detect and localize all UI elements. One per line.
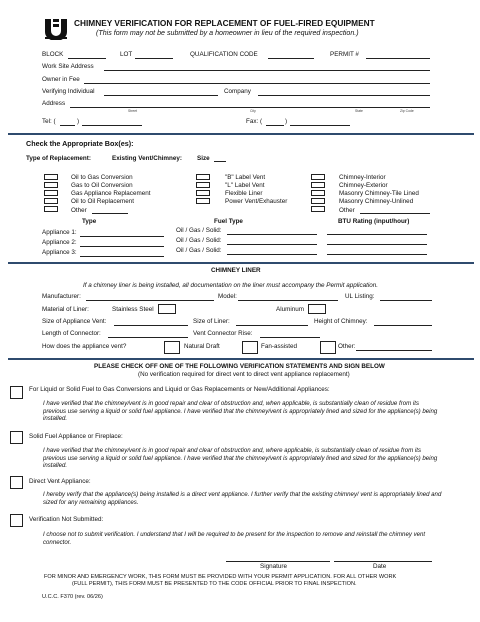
tel-field[interactable]: [82, 125, 142, 126]
tel-area-field[interactable]: [60, 125, 75, 126]
block-field[interactable]: [68, 58, 106, 59]
ul-label: UL Listing:: [345, 293, 375, 300]
appliance-3-fuel-label: Oil / Gas / Solid:: [176, 247, 222, 254]
appliance-2-btu[interactable]: [327, 244, 427, 245]
material-label: Material of Liner:: [42, 306, 89, 313]
verify-option-4-text: I choose not to submit verification. I understand that I will be required to be present for the inspection to remove and reinstall the chimney vent connector.: [43, 531, 426, 546]
option-flex-liner: Flexible Liner: [225, 190, 263, 197]
qual-code-field[interactable]: [268, 58, 314, 59]
chimney-interior-checkbox[interactable]: [311, 174, 325, 180]
verify-option-3-checkbox[interactable]: [10, 476, 23, 489]
qual-code-label: QUALIFICATION CODE: [190, 51, 258, 58]
option-b-vent: "B" Label Vent: [225, 174, 266, 181]
verify-option-1-title: For Liquid or Solid Fuel to Gas Conversions and Liquid or Gas Replacements or New/Additional Appliances:: [29, 386, 330, 393]
other-method-label: Other:: [338, 343, 356, 350]
appliance-3-fuel[interactable]: [227, 254, 317, 255]
verify-option-1-text: I have verified that the chimney/vent is in good repair and clear of obstruction and, when applicable, is substantially clean of residue from its previous use serving a liquid or solid fuel appliance. I have verified that the chimney/vent is appropriately lined and sized for the appliance(s) being installed.: [43, 400, 438, 423]
type-of-replacement-label: Type of Replacement:: [26, 155, 91, 162]
type-heading: Type: [82, 218, 97, 225]
verify-option-2-text: I have verified that the chimney/vent is in good repair and clear of obstruction and, where applicable, is substantially clean of residue from its previous use serving a liquid or solid fuel appliance. I have verified that the chimney/vent is appropriately lined and sized for the appliance(s) being installed.: [43, 447, 438, 470]
signature-field[interactable]: [226, 561, 330, 562]
work-site-label: Work Site Address: [42, 63, 94, 70]
verify-subheading: (No verification required for direct vent to direct vent appliance replacement): [138, 371, 350, 378]
footer-notice-2: (FULL PERMIT), THIS FORM MUST BE PRESENTED TO THE CODE OFFICIAL PRIOR TO FINAL INSPECTION.: [72, 581, 357, 587]
option-other: Other: [71, 207, 87, 214]
appliance-1-btu[interactable]: [327, 234, 427, 235]
company-field[interactable]: [258, 95, 430, 96]
form-title: CHIMNEY VERIFICATION FOR REPLACEMENT OF FUEL-FIRED EQUIPMENT: [74, 18, 375, 28]
tel-close: ): [77, 118, 80, 125]
option-other-vent: Other: [339, 207, 355, 214]
owner-label: Owner in Fee: [42, 76, 80, 83]
power-vent-checkbox[interactable]: [196, 198, 210, 204]
liner-size-label: Size of Liner:: [193, 318, 230, 325]
option-gas-replacement: Gas Appliance Replacement: [71, 190, 151, 197]
date-label: Date: [373, 563, 387, 570]
stainless-label: Stainless Steel: [112, 306, 154, 313]
option-power-vent: Power Vent/Exhauster: [225, 198, 288, 205]
block-label: BLOCK: [42, 51, 64, 58]
section-divider: [8, 133, 474, 135]
aluminum-label: Aluminum: [276, 306, 304, 313]
signature-label: Signature: [260, 563, 287, 570]
btu-heading: BTU Rating (input/hour): [338, 218, 410, 225]
masonry-lined-checkbox[interactable]: [311, 190, 325, 196]
l-vent-checkbox[interactable]: [196, 182, 210, 188]
verify-option-4-checkbox[interactable]: [10, 514, 23, 527]
appliance-2-fuel[interactable]: [227, 244, 317, 245]
option-masonry-unlined: Masonry Chimney-Unlined: [339, 198, 414, 205]
street-hint: Street: [128, 109, 138, 113]
verify-option-2-checkbox[interactable]: [10, 431, 23, 444]
appliance-3-btu[interactable]: [327, 254, 427, 255]
ul-field[interactable]: [380, 300, 432, 301]
other-vent-method-checkbox[interactable]: [320, 341, 336, 354]
b-vent-checkbox[interactable]: [196, 174, 210, 180]
model-label: Model:: [218, 293, 237, 300]
state-hint: State: [355, 109, 363, 113]
other-replacement-field[interactable]: [92, 213, 128, 214]
fax-close: ): [285, 118, 288, 125]
fax-area-field[interactable]: [266, 125, 284, 126]
model-field[interactable]: [238, 300, 338, 301]
option-masonry-lined: Masonry Chimney-Tile Lined: [339, 190, 419, 197]
connector-length-label: Length of Connector:: [42, 330, 101, 337]
size-label: Size: [197, 155, 210, 162]
liner-size-field[interactable]: [236, 325, 308, 326]
fuel-heading: Fuel Type: [214, 218, 243, 225]
work-site-field[interactable]: [104, 70, 430, 71]
company-label: Company: [224, 88, 251, 95]
verify-option-3-text: I hereby verify that the appliance(s) being installed is a direct vent appliance. I further verify that the existing chimney/ vent is appropriately lined and sized for any remaining appliances.: [43, 491, 442, 506]
appliance-1-label: Appliance 1:: [42, 229, 77, 236]
gas-replacement-checkbox[interactable]: [44, 190, 58, 196]
vent-size-field[interactable]: [114, 325, 188, 326]
address-label: Address: [42, 100, 66, 107]
verify-heading: PLEASE CHECK OFF ONE OF THE FOLLOWING VERIFICATION STATEMENTS AND SIGN BELOW: [94, 363, 385, 370]
connector-rise-field[interactable]: [260, 337, 320, 338]
option-chimney-interior: Chimney-Interior: [339, 174, 386, 181]
gas-to-oil-checkbox[interactable]: [44, 182, 58, 188]
manufacturer-label: Manufacturer:: [42, 293, 81, 300]
fax-field[interactable]: [290, 125, 350, 126]
owner-field[interactable]: [84, 83, 430, 84]
option-chimney-exterior: Chimney-Exterior: [339, 182, 388, 189]
lot-label: LOT: [120, 51, 133, 58]
verifying-label: Verifying Individual: [42, 88, 95, 95]
verify-option-2-title: Solid Fuel Appliance or Fireplace:: [29, 433, 123, 440]
fan-assisted-checkbox[interactable]: [242, 341, 258, 354]
verify-option-4-title: Verification Not Submitted:: [29, 516, 104, 523]
vent-method-label: How does the appliance vent?: [42, 343, 127, 350]
verifying-field[interactable]: [104, 95, 218, 96]
city-hint: City: [250, 109, 256, 113]
flex-liner-checkbox[interactable]: [196, 190, 210, 196]
option-oil-replacement: Oil to Oil Replacement: [71, 198, 134, 205]
height-label: Height of Chimney:: [314, 318, 368, 325]
address-field[interactable]: [70, 107, 430, 108]
section-divider: [8, 358, 474, 360]
section-divider: [8, 262, 474, 264]
chimney-exterior-checkbox[interactable]: [311, 182, 325, 188]
appliance-2-label: Appliance 2:: [42, 239, 77, 246]
option-oil-to-gas: Oil to Gas Conversion: [71, 174, 133, 181]
permit-label: PERMIT #: [330, 51, 359, 58]
height-field[interactable]: [374, 325, 432, 326]
appliance-2-type[interactable]: [80, 246, 164, 247]
appliance-1-fuel-label: Oil / Gas / Solid:: [176, 227, 222, 234]
other-vent-checkbox[interactable]: [311, 206, 325, 212]
connector-rise-label: Vent Connector Rise:: [193, 330, 253, 337]
lot-field[interactable]: [135, 58, 173, 59]
verify-option-1-checkbox[interactable]: [10, 386, 23, 399]
appliance-3-label: Appliance 3:: [42, 249, 77, 256]
appliance-3-type[interactable]: [80, 256, 164, 257]
permit-field[interactable]: [366, 58, 430, 59]
manufacturer-field[interactable]: [86, 300, 214, 301]
other-method-field[interactable]: [356, 350, 432, 351]
form-number: U.C.C. F370 (rev. 06/26): [42, 594, 103, 600]
natural-draft-checkbox[interactable]: [164, 341, 180, 354]
tel-label: Tel: (: [42, 118, 56, 125]
size-field[interactable]: [214, 161, 226, 162]
connector-length-field[interactable]: [108, 337, 188, 338]
masonry-unlined-checkbox[interactable]: [311, 198, 325, 204]
oil-replacement-checkbox[interactable]: [44, 198, 58, 204]
other-vent-field[interactable]: [360, 213, 430, 214]
aluminum-checkbox[interactable]: [308, 304, 326, 314]
boxes-heading: Check the Appropriate Box(es):: [26, 139, 134, 148]
verify-option-3-title: Direct Vent Appliance:: [29, 478, 91, 485]
appliance-1-type[interactable]: [80, 236, 164, 237]
other-replacement-checkbox[interactable]: [44, 206, 58, 212]
option-gas-to-oil: Gas to Oil Conversion: [71, 182, 133, 189]
zip-hint: Zip Code: [400, 109, 414, 113]
date-field[interactable]: [334, 561, 432, 562]
vent-size-label: Size of Appliance Vent:: [42, 318, 107, 325]
fan-assisted-label: Fan-assisted: [261, 343, 298, 350]
form-subtitle: (This form may not be submitted by a homeowner in lieu of the required inspection.): [96, 29, 359, 37]
option-l-vent: "L" Label Vent: [225, 182, 265, 189]
appliance-2-fuel-label: Oil / Gas / Solid:: [176, 237, 222, 244]
stainless-checkbox[interactable]: [158, 304, 176, 314]
appliance-1-fuel[interactable]: [227, 234, 317, 235]
liner-heading: CHIMNEY LINER: [211, 267, 261, 274]
oil-to-gas-checkbox[interactable]: [44, 174, 58, 180]
ucc-logo: [44, 18, 68, 40]
footer-notice-1: FOR MINOR AND EMERGENCY WORK, THIS FORM MUST BE PROVIDED WITH YOUR PERMIT APPLICATION. FOR ALL OTHER WORK: [44, 574, 397, 580]
natural-draft-label: Natural Draft: [184, 343, 220, 350]
liner-note: If a chimney liner is being installed, all documentation on the liner must accompany the Permit application.: [83, 282, 379, 289]
existing-vent-label: Existing Vent/Chimney:: [112, 155, 182, 162]
fax-label: Fax: (: [246, 118, 263, 125]
